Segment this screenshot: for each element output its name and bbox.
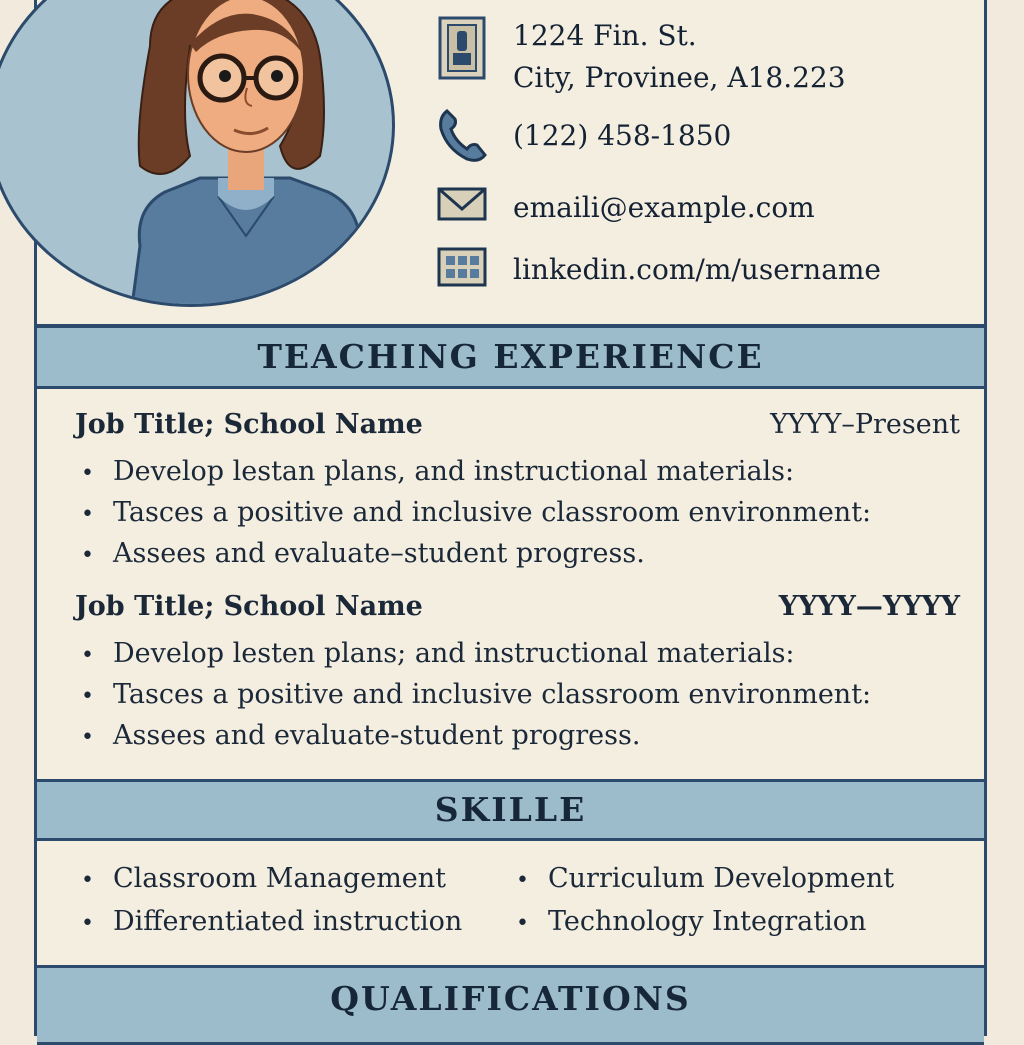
skills-heading: SKILLE bbox=[37, 779, 984, 841]
job-2-header bbox=[75, 591, 960, 622]
phone-number: (122) 458-1850 bbox=[513, 119, 732, 152]
skills-list bbox=[81, 857, 941, 943]
contact-linkedin bbox=[437, 247, 881, 291]
address-line-2: City, Provinee, A18.223 bbox=[513, 61, 846, 94]
linkedin-url: linkedin.com/m/username bbox=[513, 253, 882, 286]
list-item: • Tasces a positive and inclusive classroom environment: bbox=[81, 674, 871, 715]
linkedin-icon bbox=[437, 247, 487, 287]
resume-card bbox=[34, 0, 987, 1036]
list-item: • Curriculum Development bbox=[516, 857, 941, 900]
contact-phone bbox=[437, 107, 731, 165]
list-item: • Assees and evaluate-student progress. bbox=[81, 715, 871, 756]
address-line-1: 1224 Fin. St. bbox=[513, 19, 697, 52]
job-1-bullets bbox=[81, 451, 871, 574]
job-1-title: Job Title; School Name bbox=[75, 409, 423, 440]
list-item: • Tasces a positive and inclusive classroom environment: bbox=[81, 492, 871, 533]
job-2-bullets bbox=[81, 633, 871, 756]
list-item: • Differentiated instruction bbox=[81, 900, 516, 943]
list-item: • Develop lesten plans; and instructional materials: bbox=[81, 633, 871, 674]
avatar bbox=[0, 0, 395, 307]
phone-icon bbox=[437, 107, 487, 165]
contact-address bbox=[437, 15, 846, 99]
job-1-dates: YYYY–Present bbox=[770, 409, 960, 440]
qualifications-heading: QUALIFICATIONS bbox=[37, 965, 984, 1045]
list-item: • Develop lestan plans, and instructional materials: bbox=[81, 451, 871, 492]
envelope-icon bbox=[437, 185, 487, 223]
list-item: • Technology Integration bbox=[516, 900, 941, 943]
job-2-dates: YYYY—YYYY bbox=[778, 591, 960, 622]
list-item: • Classroom Management bbox=[81, 857, 516, 900]
email-address: emaili@example.com bbox=[513, 191, 815, 224]
resume-header bbox=[37, 0, 984, 327]
list-item: • Assees and evaluate–student progress. bbox=[81, 533, 871, 574]
job-2-title: Job Title; School Name bbox=[75, 591, 423, 622]
job-1-header bbox=[75, 409, 960, 440]
building-icon bbox=[437, 15, 487, 81]
contact-email bbox=[437, 185, 815, 229]
teaching-experience-heading: TEACHING EXPERIENCE bbox=[37, 325, 984, 389]
